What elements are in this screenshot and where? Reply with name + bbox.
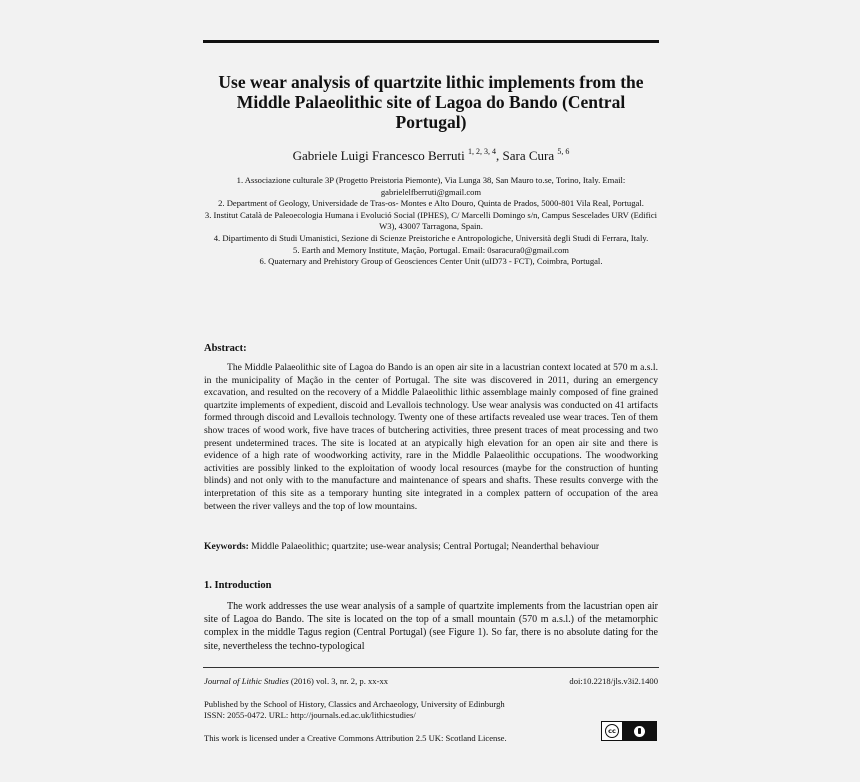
issn-url-line[interactable]: ISSN: 2055-0472. URL: http://journals.ed.ac.uk/lithicstudies/ [204,710,416,721]
author-affiliation-marks: 1, 2, 3, 4 [468,147,497,156]
publisher-info [204,699,505,722]
license-statement: This work is licensed under a Creative Commons Attribution 2.5 UK: Scotland License. [204,733,507,743]
journal-name: Journal of Lithic Studies [204,676,289,686]
journal-volume: (2016) vol. 3, nr. 2, p. xx-xx [288,676,389,686]
author-line [203,144,659,164]
affiliation-item: 1. Associazione culturale 3P (Progetto Preistoria Piemonte), Via Lunga 38, San Mauro to.se, Torino, Italy. Email: gabrielelfberruti@gmail.com [236,175,626,197]
abstract-text: The Middle Palaeolithic site of Lagoa do Bando is an open air site in a lacustrian context located at 570 m a.s.l. in the municipality of Mação in the center of Portugal. The site was discovered in 2011, during an emergency excavation, and resulted on the recovery of a Middle Palaeolithic lithic assemblage mainly composed of fine grained quartzite implements of expedient, discoid and Levallois technology. Use wear analysis was conducted on 41 artifacts formed through discoid and Levallois technology. Twenty one of these artifacts revealed use wear traces. Ten of them show traces of wood work, five have traces of butchering activities, three present traces of meat processing and two present undetermined traces. The site is located at an atypically high elevation for an open air site and there is evidence of a high rate of woodworking activity, rare in the Middle Palaeolithic occupations. The woodworking activities are possibly linked to the exploitation of woody local resources (maybe for the construction of hunting blinds) and not only with to the manufacture and maintenance of spears and shafts. These results converge with the interpretation of this site as a temporary hunting site integrated in a complex pattern of occupation of the area between the river valleys and the top of low mountains. [204,362,658,512]
creative-commons-badge[interactable] [601,721,657,741]
affiliation-item: 3. Institut Català de Paleoecologia Humana i Evolució Social (IPHES), C/ Marcelli Domingo s/n, Campus Sescelades URV (Edifici W3), 43007 Tarragona, Spain. [204,209,658,232]
keywords-line [204,541,660,553]
paper-title: Use wear analysis of quartzite lithic implements from the Middle Palaeolithic site of Lagoa do Bando (Central Portugal) [218,72,644,132]
affiliation-item: 2. Department of Geology, Universidade de Tras-os- Montes e Alto Douro, Quinta de Prados, 5000-801 Vila Real, Portugal. [218,198,644,209]
doi-link[interactable]: doi:10.2218/jls.v3i2.1400 [569,676,658,686]
keywords-label: Keywords: [204,541,249,552]
keywords-text: Middle Palaeolithic; quartzite; use-wear analysis; Central Portugal; Neanderthal behaviour [248,541,600,552]
top-rule [203,40,659,43]
publisher-line: Published by the School of History, Classics and Archaeology, University of Edinburgh [204,699,505,709]
introduction-text: The work addresses the use wear analysis of a sample of quartzite implements from the lacustrian open air site of Lagoa do Bando. The site is located on the top of a small mountain (570 m a.s.l.) of the metamorphic complex in the middle Tagus region (Central Portugal) (see Figure 1). So far, there is no absolute dating for the site, nevertheless the techno-typological [204,601,658,652]
affiliation-item: 6. Quaternary and Prehistory Group of Geosciences Center Unit (uID73 - FCT), Coimbra, Portugal. [259,256,603,267]
affiliation-item: 5. Earth and Memory Institute, Mação, Portugal. Email: 0saracura0@gmail.com [293,244,569,255]
affiliation-item: 4. Dipartimento di Studi Umanistici, Sezione di Scienze Preistoriche e Antropologiche, Università degli Studi di Ferrara, Italy. [213,232,649,243]
author-affiliation-marks: 5, 6 [557,147,570,156]
cc-icon: cc [605,724,619,738]
journal-citation [204,676,388,686]
author-name: Sara Cura [502,148,555,163]
author-separator: , [496,148,503,163]
abstract-heading: Abstract: [204,343,247,354]
attribution-person-icon [634,726,645,737]
section-heading-introduction: 1. Introduction [204,580,272,591]
author-name: Gabriele Luigi Francesco Berruti [292,148,465,163]
footer-rule [203,667,659,668]
affiliations-list [203,175,659,268]
